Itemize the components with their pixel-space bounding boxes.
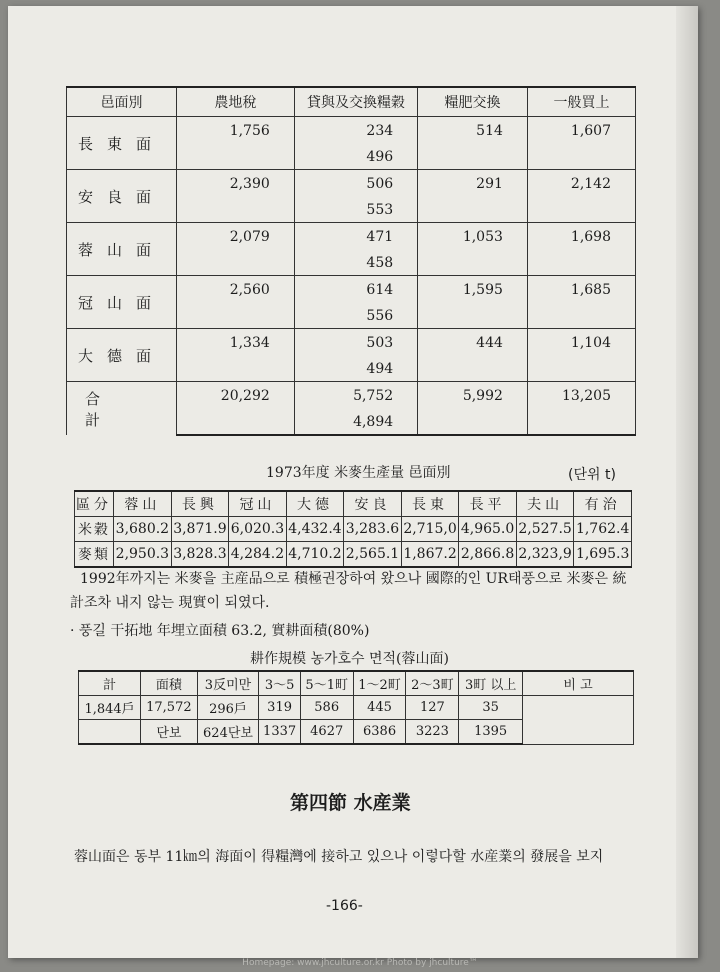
table-row [67,223,636,251]
table-cell: 3,871.9 [171,517,229,542]
region-cell: 長東面 [67,117,177,170]
table-cell: 3,283.6 [344,517,402,542]
table-row [67,329,636,357]
table-cell: 2,323,9 [516,542,574,568]
row-label: 米穀 [75,517,114,542]
table-cell: 4,965.0 [459,517,517,542]
photo-credit-footer: Homepage: www.jhculture.or.kr Photo by jhculture™ [242,958,478,968]
header-region: 邑面別 [67,87,177,117]
header-under-3: 3反미만 [197,671,259,696]
header-loan-exchange: 貸與及交換糧穀 [294,87,417,117]
header-gwansan: 冠山 [229,491,287,517]
grain-collection-table [66,86,636,436]
header-remarks: 비 고 [523,671,634,696]
section-heading: 第四節 水産業 [290,792,411,814]
table-cell: 3223 [406,720,459,745]
loan-cell-second: 556 [294,303,417,329]
table-cell: 2,565.1 [344,542,402,568]
header-general-purchase: 一般買上 [527,87,635,117]
loan-cell-second: 496 [294,144,417,170]
table-cell: 6386 [353,720,406,745]
production-table-title: 1973年度 米麥生產量 邑面別 [266,465,451,481]
table-cell: 1395 [459,720,523,745]
tax-total: 20,292 [177,382,295,410]
table-cell: 586 [300,696,353,720]
loan-cell: 503 [294,329,417,357]
region-cell: 冠山面 [67,276,177,329]
purchase-total: 13,205 [527,382,635,410]
table-cell: 1,695.3 [574,542,632,568]
production-table-unit: (단위 t) [568,467,616,483]
table-cell: 624단보 [197,720,259,745]
tax-cell: 2,560 [177,276,295,304]
region-cell: 安良面 [67,170,177,223]
header-2-3: 2～3町 [406,671,459,696]
table-cell: 2,715,0 [401,517,459,542]
table-cell: 2,950.3 [114,542,172,568]
farm-scale-table-title: 耕作規模 농가호수 면적(蓉山面) [250,651,449,667]
farm-scale-table [78,670,634,745]
loan-cell: 614 [294,276,417,304]
table-cell: 1337 [259,720,300,745]
table-row [79,696,634,720]
table-cell: 4,710.2 [286,542,344,568]
purchase-cell: 1,685 [527,276,635,304]
region-cell: 大德面 [67,329,177,382]
production-table [74,490,632,568]
table-cell: 1,867.2 [401,542,459,568]
table-cell: 6,020.3 [229,517,287,542]
table-cell [79,720,141,745]
table-cell: 1,844戶 [79,696,141,720]
header-total: 計 [79,671,141,696]
header-jangdong: 長東 [401,491,459,517]
table-cell: 296戶 [197,696,259,720]
total-row [67,382,636,410]
exchange-cell: 1,595 [418,276,528,304]
header-fertilizer-exchange: 糧肥交換 [418,87,528,117]
exchange-cell: 514 [418,117,528,145]
loan-cell-second: 553 [294,197,417,223]
exchange-cell: 444 [418,329,528,357]
purchase-cell: 1,698 [527,223,635,251]
loan-cell: 234 [294,117,417,145]
body-paragraph-1: 1992年까지는 米麥을 主産品으로 積極권장하여 왔으나 國際的인 UR태풍으로 米麥은 統 [80,571,627,587]
table-cell: 4,432.4 [286,517,344,542]
table-row [75,542,632,568]
table-cell: 2,527.5 [516,517,574,542]
header-busan: 夫山 [516,491,574,517]
loan-cell-second: 458 [294,250,417,276]
header-yuchi: 有治 [574,491,632,517]
body-paragraph-3: 蓉山面은 동부 11㎞의 海面이 得糧灣에 接하고 있으나 이렇다할 水産業의 發展을 보지 [74,849,604,865]
header-anyang: 安良 [344,491,402,517]
body-paragraph-2: 計조차 내지 않는 現實이 되였다. [70,595,270,611]
table-cell: 2,866.8 [459,542,517,568]
table-cell: 3,680.2 [114,517,172,542]
page-number: -166- [326,898,363,914]
table-cell: 319 [259,696,300,720]
purchase-cell: 1,607 [527,117,635,145]
table-header-row [79,671,634,696]
header-jangpyeong: 長平 [459,491,517,517]
tax-cell: 1,756 [177,117,295,145]
table-cell: 4627 [300,720,353,745]
table-cell: 35 [459,696,523,720]
tax-cell: 2,079 [177,223,295,251]
loan-cell-second: 494 [294,356,417,382]
remarks-cell [523,696,634,745]
row-label: 麥類 [75,542,114,568]
header-farmland-tax: 農地稅 [177,87,295,117]
header-1-2: 1～2町 [353,671,406,696]
table-cell: 3,828.3 [171,542,229,568]
table-cell: 1,762.4 [574,517,632,542]
exchange-cell: 1,053 [418,223,528,251]
purchase-cell: 2,142 [527,170,635,198]
table-row [67,117,636,145]
table-cell: 4,284.2 [229,542,287,568]
header-daedeok: 大德 [286,491,344,517]
loan-cell: 471 [294,223,417,251]
table-header-row [75,491,632,517]
tax-cell: 2,390 [177,170,295,198]
page-gutter [676,6,698,958]
total-label: 合計 [67,382,177,436]
tax-cell: 1,334 [177,329,295,357]
table-cell: 127 [406,696,459,720]
purchase-cell: 1,104 [527,329,635,357]
table-cell: 17,572 [141,696,197,720]
reclamation-note: · 풍길 干拓地 年埋立面積 63.2, 實耕面積(80%) [70,623,370,639]
loan-total-second: 4,894 [294,409,417,435]
header-janghung: 長興 [171,491,229,517]
exchange-total: 5,992 [418,382,528,410]
table-row [75,517,632,542]
header-5-1: 5～1町 [300,671,353,696]
table-cell: 단보 [141,720,197,745]
header-over-3: 3町 以上 [459,671,523,696]
header-area: 面積 [141,671,197,696]
loan-cell: 506 [294,170,417,198]
loan-total: 5,752 [294,382,417,410]
exchange-cell: 291 [418,170,528,198]
header-category: 區分 [75,491,114,517]
table-row [67,170,636,198]
header-3-5: 3～5 [259,671,300,696]
table-cell: 445 [353,696,406,720]
table-header-row [67,87,636,117]
region-cell: 蓉山面 [67,223,177,276]
table-row [67,276,636,304]
header-yongsan: 蓉山 [114,491,172,517]
